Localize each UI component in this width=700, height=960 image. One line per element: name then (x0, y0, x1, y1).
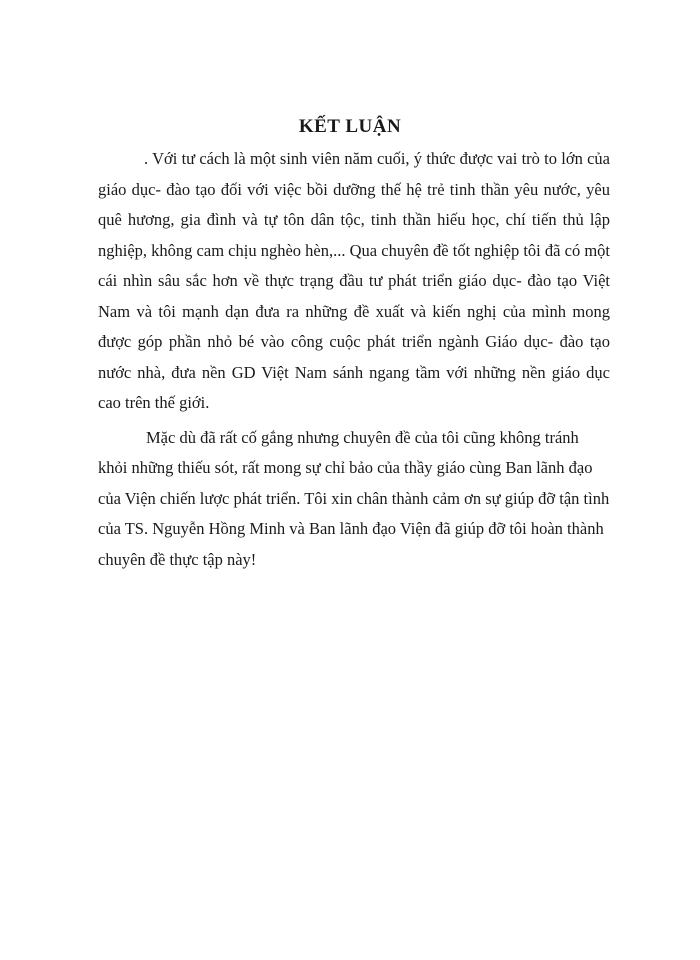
paragraph-acknowledgement: Mặc dù đã rất cố gắng nhưng chuyên đề của tôi cũng không tránh khỏi những thiếu sót, rất mong sự chỉ bảo của thầy giáo cùng Ban lãnh đạo của Viện chiến lược phát triển. Tôi xin chân thành cảm ơn sự giúp đỡ tận tình của TS. Nguyễn Hồng Minh và Ban lãnh đạo Viện đã giúp đỡ tôi hoàn thành chuyên đề thực tập này! (98, 427, 610, 569)
page-title: KẾT LUẬN (298, 116, 402, 137)
document-body (98, 144, 610, 579)
paragraph-conclusion: . Với tư cách là một sinh viên năm cuối, ý thức được vai trò to lớn của giáo dục- đào tạo đối với việc bồi dưỡng thế hệ trẻ tinh thần yêu nước, yêu quê hương, gia đình và tự tôn dân tộc, tinh thần hiếu học, chí tiến thủ lập nghiệp, không cam chịu nghèo hèn,... Qua chuyên đề tốt nghiệp tôi đã có một cái nhìn sâu sắc hơn về thực trạng đầu tư phát triển giáo dục- đào tạo Việt Nam và tôi mạnh dạn đưa ra những đề xuất và kiến nghị của mình mong được góp phần nhỏ bé vào công cuộc phát triển ngành Giáo dục- đào tạo nước nhà, đưa nền GD Việt Nam sánh ngang tầm với những nền giáo dục cao trên thế giới. (98, 149, 610, 412)
